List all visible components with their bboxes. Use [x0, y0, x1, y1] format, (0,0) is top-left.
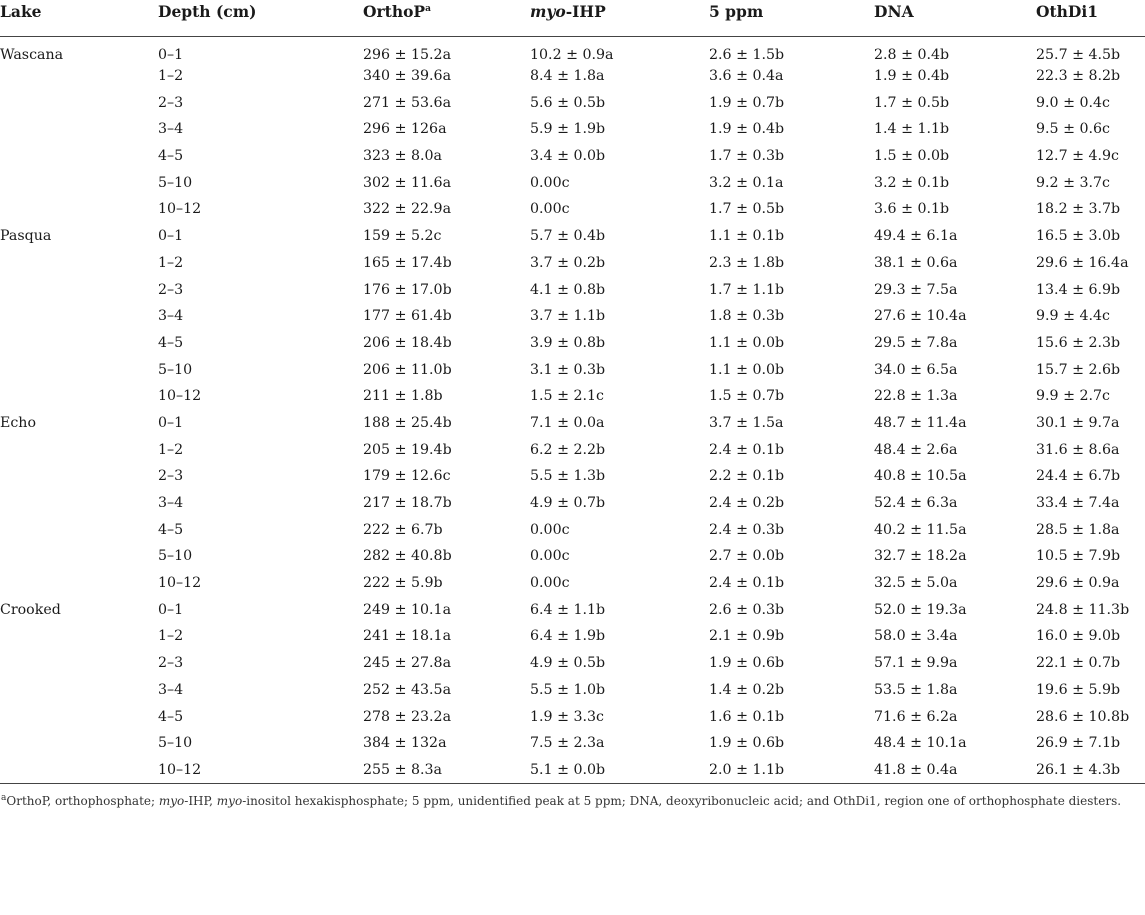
- cell-depth: 0–1: [158, 228, 184, 245]
- table-row: [0, 757, 1145, 784]
- cell-myo-ihp: 0.00c: [530, 548, 570, 565]
- cell-depth: 1–2: [158, 254, 184, 271]
- cell-myo-ihp: 6.4 ± 1.1b: [530, 601, 606, 618]
- cell-dna: 49.4 ± 6.1a: [874, 228, 958, 245]
- cell-dna: 3.2 ± 0.1b: [874, 174, 950, 191]
- cell-dna: 32.5 ± 5.0a: [874, 575, 958, 592]
- cell-orthop: 282 ± 40.8b: [363, 548, 452, 565]
- cell-orthop: 165 ± 17.4b: [363, 254, 452, 271]
- cell-depth: 10–12: [158, 388, 202, 405]
- cell-5ppm: 2.4 ± 0.1b: [709, 441, 785, 458]
- cell-depth: 4–5: [158, 334, 184, 351]
- cell-lake: Echo: [0, 414, 36, 431]
- cell-myo-ihp: 5.9 ± 1.9b: [530, 121, 606, 138]
- cell-5ppm: 3.7 ± 1.5a: [709, 414, 784, 431]
- cell-lake: [0, 250, 158, 277]
- cell-depth: 1–2: [158, 441, 184, 458]
- footnote-row: [0, 783, 1145, 809]
- cell-dna: 1.5 ± 0.0b: [874, 148, 950, 165]
- cell-myo-ihp: 6.2 ± 2.2b: [530, 441, 606, 458]
- table-row: [0, 89, 1145, 116]
- cell-5ppm: 1.7 ± 0.3b: [709, 148, 785, 165]
- cell-depth: 2–3: [158, 281, 184, 298]
- footnote-myo1: myo: [158, 793, 185, 808]
- cell-othdi1: 10.5 ± 7.9b: [1036, 548, 1121, 565]
- cell-depth: 4–5: [158, 521, 184, 538]
- cell-myo-ihp: 3.7 ± 0.2b: [530, 254, 606, 271]
- cell-othdi1: 22.3 ± 8.2b: [1036, 68, 1121, 85]
- cell-5ppm: 1.6 ± 0.1b: [709, 708, 785, 725]
- cell-othdi1: 31.6 ± 8.6a: [1036, 441, 1120, 458]
- table-row: [0, 703, 1145, 730]
- table-row: [0, 303, 1145, 330]
- cell-myo-ihp: 0.00c: [530, 174, 570, 191]
- table-row: [0, 463, 1145, 490]
- cell-depth: 1–2: [158, 628, 184, 645]
- cell-dna: 58.0 ± 3.4a: [874, 628, 958, 645]
- cell-othdi1: 9.2 ± 3.7c: [1036, 174, 1110, 191]
- cell-dna: 38.1 ± 0.6a: [874, 254, 958, 271]
- cell-dna: 27.6 ± 10.4a: [874, 308, 967, 325]
- footnote-part1: OrthoP, orthophosphate;: [6, 793, 159, 808]
- cell-lake: Pasqua: [0, 228, 52, 245]
- cell-lake: [0, 276, 158, 303]
- table-row: [0, 63, 1145, 90]
- table-row: [0, 383, 1145, 410]
- table-row: [0, 169, 1145, 196]
- table-row: [0, 570, 1145, 597]
- cell-myo-ihp: 4.9 ± 0.5b: [530, 655, 606, 672]
- cell-depth: 0–1: [158, 46, 184, 63]
- cell-dna: 22.8 ± 1.3a: [874, 388, 958, 405]
- cell-orthop: 159 ± 5.2c: [363, 228, 442, 245]
- cell-5ppm: 2.1 ± 0.9b: [709, 628, 785, 645]
- cell-orthop: 241 ± 18.1a: [363, 628, 452, 645]
- cell-5ppm: 1.5 ± 0.7b: [709, 388, 785, 405]
- cell-myo-ihp: 3.4 ± 0.0b: [530, 148, 606, 165]
- table-row: [0, 623, 1145, 650]
- cell-orthop: 249 ± 10.1a: [363, 601, 452, 618]
- cell-othdi1: 15.6 ± 2.3b: [1036, 334, 1121, 351]
- cell-myo-ihp: 10.2 ± 0.9a: [530, 46, 614, 63]
- header-orthop-footnote-marker: a: [425, 3, 431, 14]
- cell-dna: 1.9 ± 0.4b: [874, 68, 950, 85]
- cell-lake: [0, 63, 158, 90]
- cell-lake: [0, 516, 158, 543]
- cell-myo-ihp: 4.9 ± 0.7b: [530, 495, 606, 512]
- header-lake: Lake: [0, 0, 158, 36]
- cell-othdi1: 22.1 ± 0.7b: [1036, 655, 1121, 672]
- table-row: [0, 436, 1145, 463]
- cell-othdi1: 16.5 ± 3.0b: [1036, 228, 1121, 245]
- header-row: [0, 0, 1145, 36]
- cell-myo-ihp: 0.00c: [530, 575, 570, 592]
- cell-dna: 53.5 ± 1.8a: [874, 681, 958, 698]
- cell-orthop: 255 ± 8.3a: [363, 761, 443, 778]
- cell-dna: 3.6 ± 0.1b: [874, 201, 950, 218]
- cell-othdi1: 29.6 ± 0.9a: [1036, 575, 1120, 592]
- cell-5ppm: 2.4 ± 0.3b: [709, 521, 785, 538]
- table-footer: [0, 783, 1145, 809]
- cell-myo-ihp: 5.5 ± 1.3b: [530, 468, 606, 485]
- cell-lake: [0, 677, 158, 704]
- cell-depth: 3–4: [158, 681, 184, 698]
- cell-5ppm: 3.2 ± 0.1a: [709, 174, 784, 191]
- cell-orthop: 340 ± 39.6a: [363, 68, 452, 85]
- cell-5ppm: 2.7 ± 0.0b: [709, 548, 785, 565]
- cell-5ppm: 2.4 ± 0.2b: [709, 495, 785, 512]
- cell-orthop: 205 ± 19.4b: [363, 441, 452, 458]
- cell-orthop: 177 ± 61.4b: [363, 308, 452, 325]
- table-row: [0, 250, 1145, 277]
- cell-5ppm: 1.9 ± 0.4b: [709, 121, 785, 138]
- cell-dna: 34.0 ± 6.5a: [874, 361, 958, 378]
- cell-othdi1: 30.1 ± 9.7a: [1036, 414, 1120, 431]
- table-body: [0, 36, 1145, 783]
- cell-dna: 1.7 ± 0.5b: [874, 94, 950, 111]
- footnote-part2: -IHP,: [184, 793, 217, 808]
- cell-orthop: 217 ± 18.7b: [363, 495, 452, 512]
- cell-myo-ihp: 5.7 ± 0.4b: [530, 228, 606, 245]
- cell-5ppm: 1.8 ± 0.3b: [709, 308, 785, 325]
- cell-othdi1: 26.1 ± 4.3b: [1036, 761, 1121, 778]
- cell-dna: 48.7 ± 11.4a: [874, 414, 967, 431]
- cell-lake: [0, 490, 158, 517]
- cell-myo-ihp: 3.9 ± 0.8b: [530, 334, 606, 351]
- cell-lake: Wascana: [0, 46, 64, 63]
- cell-othdi1: 19.6 ± 5.9b: [1036, 681, 1121, 698]
- table-row: [0, 596, 1145, 623]
- cell-lake: [0, 143, 158, 170]
- cell-myo-ihp: 5.1 ± 0.0b: [530, 761, 606, 778]
- cell-5ppm: 2.2 ± 0.1b: [709, 468, 785, 485]
- cell-orthop: 271 ± 53.6a: [363, 94, 452, 111]
- header-myo-suffix: -IHP: [565, 2, 606, 21]
- cell-lake: [0, 116, 158, 143]
- cell-depth: 3–4: [158, 121, 184, 138]
- cell-dna: 32.7 ± 18.2a: [874, 548, 967, 565]
- cell-lake: [0, 383, 158, 410]
- cell-othdi1: 13.4 ± 6.9b: [1036, 281, 1121, 298]
- cell-depth: 0–1: [158, 601, 184, 618]
- header-myo-prefix: myo: [530, 2, 566, 21]
- cell-lake: [0, 757, 158, 784]
- table-row: [0, 36, 1145, 63]
- cell-5ppm: 1.1 ± 0.0b: [709, 361, 785, 378]
- table-row: [0, 650, 1145, 677]
- cell-lake: [0, 570, 158, 597]
- cell-orthop: 222 ± 5.9b: [363, 575, 443, 592]
- cell-othdi1: 9.9 ± 2.7c: [1036, 388, 1110, 405]
- cell-dna: 48.4 ± 10.1a: [874, 735, 967, 752]
- table-row: [0, 516, 1145, 543]
- cell-5ppm: 2.6 ± 1.5b: [709, 46, 785, 63]
- cell-5ppm: 1.9 ± 0.7b: [709, 94, 785, 111]
- cell-dna: 40.2 ± 11.5a: [874, 521, 967, 538]
- cell-lake: [0, 543, 158, 570]
- table-row: [0, 143, 1145, 170]
- cell-lake: [0, 623, 158, 650]
- cell-lake: [0, 303, 158, 330]
- cell-myo-ihp: 5.6 ± 0.5b: [530, 94, 606, 111]
- header-myo-ihp: [530, 0, 709, 36]
- table-row: [0, 410, 1145, 437]
- cell-othdi1: 28.6 ± 10.8b: [1036, 708, 1130, 725]
- cell-orthop: 211 ± 1.8b: [363, 388, 443, 405]
- cell-5ppm: 1.1 ± 0.0b: [709, 334, 785, 351]
- cell-lake: [0, 196, 158, 223]
- cell-myo-ihp: 0.00c: [530, 521, 570, 538]
- cell-orthop: 302 ± 11.6a: [363, 174, 452, 191]
- cell-othdi1: 24.4 ± 6.7b: [1036, 468, 1121, 485]
- cell-lake: [0, 650, 158, 677]
- cell-dna: 41.8 ± 0.4a: [874, 761, 958, 778]
- cell-orthop: 322 ± 22.9a: [363, 201, 452, 218]
- cell-othdi1: 24.8 ± 11.3b: [1036, 601, 1130, 618]
- cell-5ppm: 2.4 ± 0.1b: [709, 575, 785, 592]
- cell-myo-ihp: 4.1 ± 0.8b: [530, 281, 606, 298]
- cell-othdi1: 26.9 ± 7.1b: [1036, 735, 1121, 752]
- cell-orthop: 245 ± 27.8a: [363, 655, 452, 672]
- table-row: [0, 223, 1145, 250]
- cell-othdi1: 12.7 ± 4.9c: [1036, 148, 1120, 165]
- table-row: [0, 276, 1145, 303]
- table-row: [0, 543, 1145, 570]
- cell-othdi1: 9.9 ± 4.4c: [1036, 308, 1110, 325]
- table-row: [0, 490, 1145, 517]
- cell-othdi1: 25.7 ± 4.5b: [1036, 46, 1121, 63]
- table-header: [0, 0, 1145, 36]
- footnote: [0, 783, 1145, 809]
- cell-lake: [0, 356, 158, 383]
- cell-lake: [0, 730, 158, 757]
- cell-dna: 52.4 ± 6.3a: [874, 495, 958, 512]
- cell-orthop: 296 ± 126a: [363, 121, 447, 138]
- cell-depth: 2–3: [158, 94, 184, 111]
- cell-depth: 1–2: [158, 68, 184, 85]
- cell-dna: 57.1 ± 9.9a: [874, 655, 958, 672]
- cell-depth: 3–4: [158, 308, 184, 325]
- cell-5ppm: 2.3 ± 1.8b: [709, 254, 785, 271]
- cell-depth: 5–10: [158, 548, 193, 565]
- cell-orthop: 188 ± 25.4b: [363, 414, 452, 431]
- cell-depth: 2–3: [158, 655, 184, 672]
- header-orthop-label: OrthoP: [363, 2, 426, 21]
- cell-lake: [0, 703, 158, 730]
- cell-5ppm: 1.4 ± 0.2b: [709, 681, 785, 698]
- cell-5ppm: 1.7 ± 1.1b: [709, 281, 785, 298]
- cell-depth: 10–12: [158, 761, 202, 778]
- header-dna: DNA: [874, 0, 1036, 36]
- cell-othdi1: 16.0 ± 9.0b: [1036, 628, 1121, 645]
- cell-dna: 71.6 ± 6.2a: [874, 708, 958, 725]
- header-orthop: [363, 0, 530, 36]
- cell-myo-ihp: 1.5 ± 2.1c: [530, 388, 604, 405]
- cell-depth: 10–12: [158, 575, 202, 592]
- cell-myo-ihp: 8.4 ± 1.8a: [530, 68, 605, 85]
- cell-dna: 29.3 ± 7.5a: [874, 281, 958, 298]
- footnote-myo2: myo: [216, 793, 243, 808]
- cell-depth: 5–10: [158, 735, 193, 752]
- cell-orthop: 179 ± 12.6c: [363, 468, 451, 485]
- cell-myo-ihp: 7.5 ± 2.3a: [530, 735, 605, 752]
- cell-othdi1: 28.5 ± 1.8a: [1036, 521, 1120, 538]
- cell-depth: 2–3: [158, 468, 184, 485]
- cell-myo-ihp: 3.1 ± 0.3b: [530, 361, 606, 378]
- cell-depth: 4–5: [158, 148, 184, 165]
- cell-5ppm: 3.6 ± 0.4a: [709, 68, 784, 85]
- cell-dna: 1.4 ± 1.1b: [874, 121, 950, 138]
- table-row: [0, 196, 1145, 223]
- header-othdi1: OthDi1: [1036, 0, 1145, 36]
- cell-lake: [0, 330, 158, 357]
- cell-depth: 5–10: [158, 174, 193, 191]
- cell-dna: 52.0 ± 19.3a: [874, 601, 967, 618]
- cell-orthop: 206 ± 18.4b: [363, 334, 452, 351]
- table-row: [0, 730, 1145, 757]
- table-row: [0, 116, 1145, 143]
- cell-orthop: 384 ± 132a: [363, 735, 447, 752]
- header-5ppm: 5 ppm: [709, 0, 874, 36]
- cell-lake: [0, 169, 158, 196]
- cell-depth: 5–10: [158, 361, 193, 378]
- cell-myo-ihp: 0.00c: [530, 201, 570, 218]
- cell-5ppm: 1.7 ± 0.5b: [709, 201, 785, 218]
- cell-dna: 2.8 ± 0.4b: [874, 46, 950, 63]
- cell-myo-ihp: 1.9 ± 3.3c: [530, 708, 604, 725]
- cell-5ppm: 1.9 ± 0.6b: [709, 655, 785, 672]
- cell-depth: 10–12: [158, 201, 202, 218]
- cell-orthop: 222 ± 6.7b: [363, 521, 443, 538]
- cell-othdi1: 15.7 ± 2.6b: [1036, 361, 1121, 378]
- table-row: [0, 330, 1145, 357]
- cell-lake: [0, 436, 158, 463]
- cell-othdi1: 9.0 ± 0.4c: [1036, 94, 1110, 111]
- cell-myo-ihp: 7.1 ± 0.0a: [530, 414, 605, 431]
- cell-depth: 3–4: [158, 495, 184, 512]
- cell-othdi1: 33.4 ± 7.4a: [1036, 495, 1120, 512]
- footnote-part3: -inositol hexakisphosphate; 5 ppm, unidentified peak at 5 ppm; DNA, deoxyribonucleic acid; and OthDi1, region one of orthophosphate diesters.: [242, 793, 1122, 808]
- cell-orthop: 278 ± 23.2a: [363, 708, 452, 725]
- cell-lake: Crooked: [0, 601, 61, 618]
- table-row: [0, 356, 1145, 383]
- cell-5ppm: 2.0 ± 1.1b: [709, 761, 785, 778]
- table-row: [0, 677, 1145, 704]
- cell-orthop: 323 ± 8.0a: [363, 148, 443, 165]
- cell-orthop: 252 ± 43.5a: [363, 681, 452, 698]
- cell-depth: 0–1: [158, 414, 184, 431]
- cell-myo-ihp: 3.7 ± 1.1b: [530, 308, 606, 325]
- cell-othdi1: 29.6 ± 16.4a: [1036, 254, 1129, 271]
- footnote-marker: a: [1, 792, 7, 803]
- cell-lake: [0, 463, 158, 490]
- cell-lake: [0, 89, 158, 116]
- cell-orthop: 296 ± 15.2a: [363, 46, 452, 63]
- cell-dna: 48.4 ± 2.6a: [874, 441, 958, 458]
- cell-myo-ihp: 5.5 ± 1.0b: [530, 681, 606, 698]
- cell-5ppm: 1.9 ± 0.6b: [709, 735, 785, 752]
- cell-othdi1: 18.2 ± 3.7b: [1036, 201, 1121, 218]
- cell-5ppm: 1.1 ± 0.1b: [709, 228, 785, 245]
- cell-orthop: 206 ± 11.0b: [363, 361, 452, 378]
- cell-5ppm: 2.6 ± 0.3b: [709, 601, 785, 618]
- cell-orthop: 176 ± 17.0b: [363, 281, 452, 298]
- cell-dna: 40.8 ± 10.5a: [874, 468, 967, 485]
- cell-myo-ihp: 6.4 ± 1.9b: [530, 628, 606, 645]
- cell-othdi1: 9.5 ± 0.6c: [1036, 121, 1110, 138]
- header-depth: Depth (cm): [158, 0, 363, 36]
- cell-dna: 29.5 ± 7.8a: [874, 334, 958, 351]
- cell-depth: 4–5: [158, 708, 184, 725]
